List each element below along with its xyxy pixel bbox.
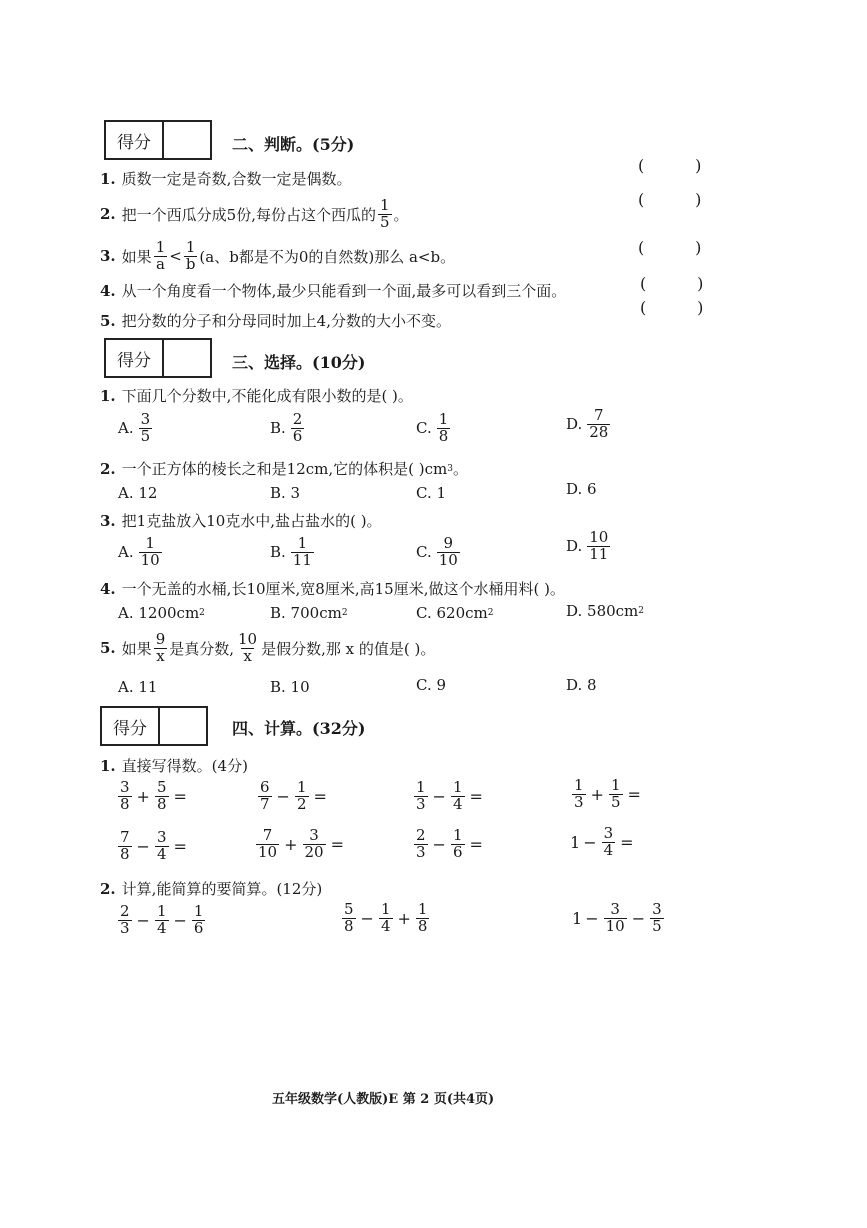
calc-expression: $\frac{2}{3}$ − $\frac{1}{4}$ − $\frac{1}{6}$: [120, 902, 204, 937]
q-number: 5.: [100, 311, 116, 330]
q-number: 3.: [100, 247, 116, 266]
score-blank[interactable]: [164, 122, 210, 158]
choice-q2: [100, 458, 468, 479]
score-label: 得分: [106, 340, 164, 376]
calc-expression: 1 − $\frac{3}{10}$ − $\frac{3}{5}$: [572, 900, 662, 935]
q-text: 是真分数,: [169, 639, 235, 658]
score-label: 得分: [106, 122, 164, 158]
q-number: 4.: [100, 579, 116, 598]
choice-q5: [100, 632, 435, 665]
answer-paren[interactable]: ( ): [638, 190, 702, 209]
calc-expression: $\frac{2}{3}$ − $\frac{1}{6}$ =: [416, 826, 483, 861]
q-number: 3.: [100, 511, 116, 530]
calc-expression: $\frac{3}{8}$ + $\frac{5}{8}$ =: [120, 778, 187, 813]
fraction: $\frac{9}{x}$: [155, 630, 166, 665]
fraction: $\frac{3}{5}$: [140, 410, 151, 445]
q-text: (a、b都是不为0的自然数)那么 a<b。: [199, 247, 456, 266]
section-title: 二、判断。(5分): [232, 135, 355, 154]
section-title: 四、计算。(32分): [232, 719, 366, 738]
option-c[interactable]: C. 9: [416, 676, 447, 694]
answer-paren[interactable]: ( ): [640, 274, 704, 293]
fraction: $\frac{2}{6}$: [292, 410, 303, 445]
score-label: 得分: [102, 708, 160, 744]
option-d[interactable]: D. 8: [566, 676, 597, 694]
option-b[interactable]: B. $\frac{1}{11}$: [270, 534, 312, 569]
score-blank[interactable]: [164, 340, 210, 376]
q-number: 2.: [100, 205, 116, 224]
q-number: 1.: [100, 386, 116, 405]
superscript: 3: [447, 463, 453, 474]
calc-expression: $\frac{7}{8}$ − $\frac{3}{4}$ =: [120, 828, 187, 863]
fraction: $\frac{10}{x}$: [238, 630, 258, 665]
q-text: 质数一定是奇数,合数一定是偶数。: [121, 170, 352, 188]
option-a[interactable]: A. $\frac{1}{10}$: [118, 534, 160, 569]
q-text: 从一个角度看一个物体,最少只能看到一个面,最多可以看到三个面。: [121, 282, 567, 300]
q-number: 2.: [100, 879, 116, 898]
score-box: [104, 120, 212, 160]
calc-q1: [100, 755, 248, 776]
q-text: 把分数的分子和分母同时加上4,分数的大小不变。: [121, 312, 451, 330]
page-footer: 五年级数学(人教版)E 第 2 页(共4页): [272, 1092, 495, 1107]
q-text: 一个正方体的棱长之和是12cm,它的体积是( )cm: [121, 460, 448, 478]
calc-expression: $\frac{1}{3}$ + $\frac{1}{5}$ =: [574, 776, 641, 811]
choice-q3: [100, 510, 382, 531]
q-number: 4.: [100, 281, 116, 300]
q-tail: 。: [393, 205, 409, 224]
judge-q3: [100, 240, 455, 273]
fraction: $\frac{10}{11}$: [589, 528, 609, 563]
less-than: <: [169, 247, 182, 266]
q-text: 如果: [121, 247, 152, 266]
choice-q4: [100, 578, 565, 599]
q-text: 计算,能简算的要简算。(12分): [121, 880, 323, 898]
fraction: $\frac{1}{5}$: [380, 196, 390, 231]
fraction: $\frac{9}{10}$: [438, 534, 458, 569]
q-text: 是假分数,那 x 的值是( )。: [261, 639, 436, 658]
q-number: 1.: [100, 756, 116, 775]
fraction: $\frac{1}{8}$: [438, 410, 449, 445]
choice-q1: [100, 385, 413, 406]
calc-expression: $\frac{1}{3}$ − $\frac{1}{4}$ =: [416, 778, 483, 813]
option-b[interactable]: B. 700cm 2: [270, 604, 348, 622]
option-d[interactable]: D. 6: [566, 480, 597, 498]
fraction: $\frac{1}{10}$: [140, 534, 160, 569]
judge-q1: [100, 168, 351, 189]
score-box: [100, 706, 208, 746]
fraction: $\frac{1}{11}$: [292, 534, 312, 569]
option-c[interactable]: C. $\frac{1}{8}$: [416, 410, 449, 445]
answer-paren[interactable]: ( ): [640, 298, 704, 317]
option-b[interactable]: B. 10: [270, 678, 310, 696]
calc-expression: 1 − $\frac{3}{4}$ =: [570, 824, 634, 859]
calc-q2: [100, 878, 322, 899]
calc-expression: $\frac{6}{7}$ − $\frac{1}{2}$ =: [260, 778, 327, 813]
option-d[interactable]: D. 580cm 2: [566, 602, 645, 620]
judge-q2: [100, 198, 409, 231]
calc-expression: $\frac{5}{8}$ − $\frac{1}{4}$ + $\frac{1}{8}$: [344, 900, 428, 935]
option-d[interactable]: D. $\frac{7}{28}$: [566, 406, 609, 441]
judge-q4: [100, 280, 566, 301]
fraction: $\frac{1}{a}$: [155, 238, 166, 273]
option-c[interactable]: C. 1: [416, 484, 447, 502]
fraction: $\frac{1}{b}$: [185, 238, 196, 273]
option-a[interactable]: A. 1200cm 2: [118, 604, 205, 622]
q-number: 1.: [100, 169, 116, 188]
score-blank[interactable]: [160, 708, 206, 744]
fraction: $\frac{7}{28}$: [589, 406, 609, 441]
q-text: 直接写得数。(4分): [121, 757, 248, 775]
option-c[interactable]: C. $\frac{9}{10}$: [416, 534, 458, 569]
answer-paren[interactable]: ( ): [638, 238, 702, 257]
option-b[interactable]: B. 3: [270, 484, 301, 502]
option-a[interactable]: A. 11: [118, 678, 158, 696]
option-b[interactable]: B. $\frac{2}{6}$: [270, 410, 303, 445]
q-text: 把1克盐放入10克水中,盐占盐水的( )。: [121, 512, 382, 530]
option-a[interactable]: A. $\frac{3}{5}$: [118, 410, 151, 445]
calc-expression: $\frac{7}{10}$ + $\frac{3}{20}$ =: [258, 826, 344, 861]
judge-q5: [100, 310, 451, 331]
q-text: 把一个西瓜分成5份,每份占这个西瓜的: [121, 205, 376, 224]
q-text: 如果: [121, 639, 152, 658]
q-number: 2.: [100, 459, 116, 478]
option-d[interactable]: D. $\frac{10}{11}$: [566, 528, 609, 563]
answer-paren[interactable]: ( ): [638, 156, 702, 175]
section-title: 三、选择。(10分): [232, 353, 366, 372]
q-tail: 。: [452, 460, 468, 478]
q-text: 下面几个分数中,不能化成有限小数的是( )。: [121, 387, 413, 405]
q-text: 一个无盖的水桶,长10厘米,宽8厘米,高15厘米,做这个水桶用料( )。: [121, 580, 565, 598]
score-box: [104, 338, 212, 378]
option-c[interactable]: C. 620cm 2: [416, 604, 494, 622]
q-number: 5.: [100, 639, 116, 658]
option-a[interactable]: A. 12: [118, 484, 158, 502]
